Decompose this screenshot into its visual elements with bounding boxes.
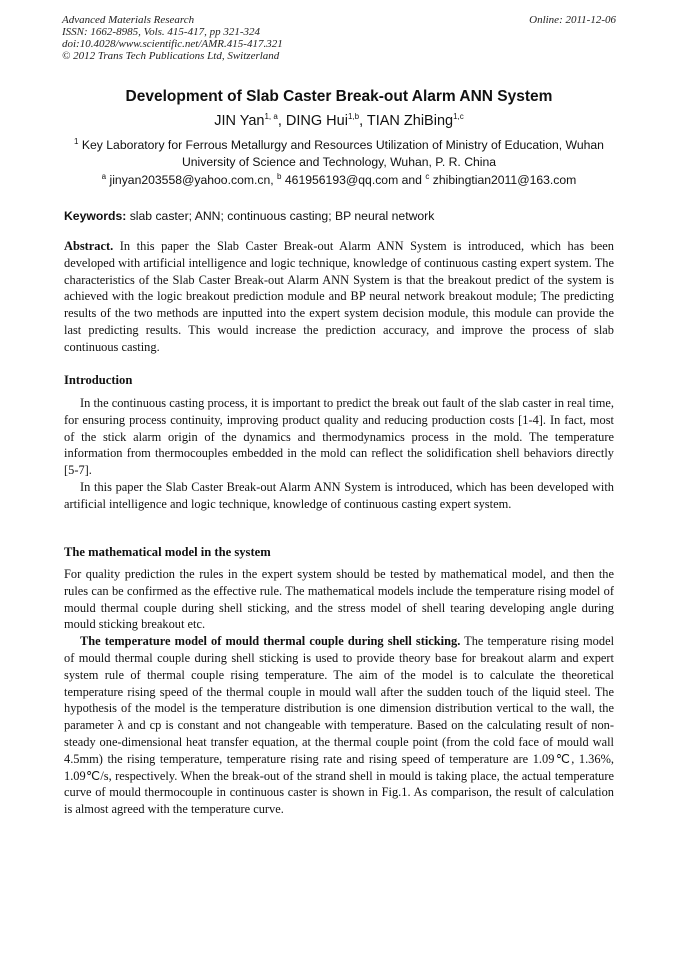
email-line xyxy=(62,173,616,187)
paragraph: In the continuous casting process, it is important to predict the break out fault of the slab caster in real time, for ensuring process continuity, improving product quality and reducing production costs [1-4]. In fact, most of the stick alarm origin of the dynamics and thermodynamics process in the mold. The temperature information from thermocouples embedded in the mold can reflect the solidification shell behaviors directly [5-7]. xyxy=(64,396,614,478)
paragraph: In this paper the Slab Caster Break-out Alarm ANN System is introduced, which has been developed with artificial intelligence and logic technique, knowledge of continuous casting expert system. xyxy=(64,479,614,511)
keywords-text: slab caster; ANN; continuous casting; BP neural network xyxy=(129,209,435,223)
paragraph: The temperature rising model of mould thermal couple during shell sticking is used to provide theory base for breakout alarm and expert system rule of thermal couple rising temperature. The aim of the model is to calculate the theoretical temperature rising speed of the thermal couple in mould wall after the sudden touch of the liquid steel. The hypothesis of the model is the temperature distribution is one dimension distribution vertical to the wall, the parameter λ and cp is constant and not changeable with temperature. Based on the calculating result of non-steady one-dimensional heat transfer equation, at the thermal couple point (from the cold face of mould wall 4.5mm) the rising temperature, temperature rising rate and rising speed of temperature are 1.09℃, 1.36%, 1.09℃/s, respectively. When the break-out of the strand shell in mould is taking place, the actual temperature curve of mould thermocouple in continuous caster is shown in Fig.1. As comparison, the result of calculation is almost agreed with the temperature curve. xyxy=(64,634,615,817)
doi-line: doi:10.4028/www.scientific.net/AMR.415-417.321 xyxy=(62,38,283,50)
keywords xyxy=(64,209,616,223)
issn-line: ISSN: 1662-8985, Vols. 415-417, pp 321-324 xyxy=(62,26,260,38)
model-body xyxy=(64,566,614,818)
introduction-body xyxy=(64,395,614,513)
affiliation xyxy=(62,137,616,171)
abstract-text: In this paper the Slab Caster Break-out Alarm ANN System is introduced, which has been developed with artificial intelligence and logic technique, knowledge of continuous casting expert system. The characteristics of the Slab Caster Break-out Alarm ANN System is that the breakout predict of the system is achieved with the logic breakout prediction module and BP neural network breakout module; The predicting results of the two methods are inputted into the expert system decision module, this module can provide the last predicting results. This would increase the prediction accuracy, and improve the process of slab continuous casting. xyxy=(64,239,614,354)
abstract-label: Abstract. xyxy=(64,239,114,253)
author-sup: 1,b xyxy=(347,112,360,122)
author-sup: 1, a xyxy=(264,112,278,122)
affiliation-sup: 1 xyxy=(74,136,79,146)
copyright-line: © 2012 Trans Tech Publications Ltd, Switzerland xyxy=(62,50,280,62)
author-sup: 1,c xyxy=(453,112,464,122)
author-name: JIN Yan xyxy=(214,113,265,129)
introduction-heading: Introduction xyxy=(64,373,133,387)
keywords-label: Keywords: xyxy=(64,209,127,223)
author-name: DING Hui xyxy=(285,113,348,129)
email-sup: a xyxy=(101,171,107,181)
author-list: JIN Yan$^{1, a}$, DING Hui$^{1,b}$, TIAN ZhiBing$^{1,c}$ xyxy=(214,112,464,129)
email-b: 461956193@qq.com and xyxy=(284,173,422,187)
author-name: TIAN ZhiBing xyxy=(366,113,454,129)
paragraph: For quality prediction the rules in the expert system should be tested by mathematical model, and then the rules can be confirmed as the effective rule. The mathematical models include the temperature rising model of mould thermal couple during shell sticking, and the stress model of shell tearing developing angle during mould sticking breakout etc. xyxy=(64,567,614,632)
affiliation-text: Key Laboratory for Ferrous Metallurgy and Resources Utilization of Ministry of Education, Wuhan University of Science and Technology, Wuhan, P. R. China xyxy=(81,138,604,169)
journal-name: Advanced Materials Research xyxy=(62,14,195,26)
email-c: zhibingtian2011@163.com xyxy=(432,173,577,187)
online-date: Online: 2011-12-06 xyxy=(529,14,616,26)
journal-header xyxy=(62,14,616,62)
email-sup: c xyxy=(425,171,430,181)
model-heading: The mathematical model in the system xyxy=(64,545,271,559)
paper-title: Development of Slab Caster Break-out Alarm ANN System xyxy=(125,88,553,105)
email-sup: b xyxy=(277,171,282,181)
email-a: jinyan203558@yahoo.com.cn, xyxy=(109,173,274,187)
abstract xyxy=(64,238,614,356)
subheading-inline: The temperature model of mould thermal couple during shell sticking. xyxy=(80,634,461,649)
